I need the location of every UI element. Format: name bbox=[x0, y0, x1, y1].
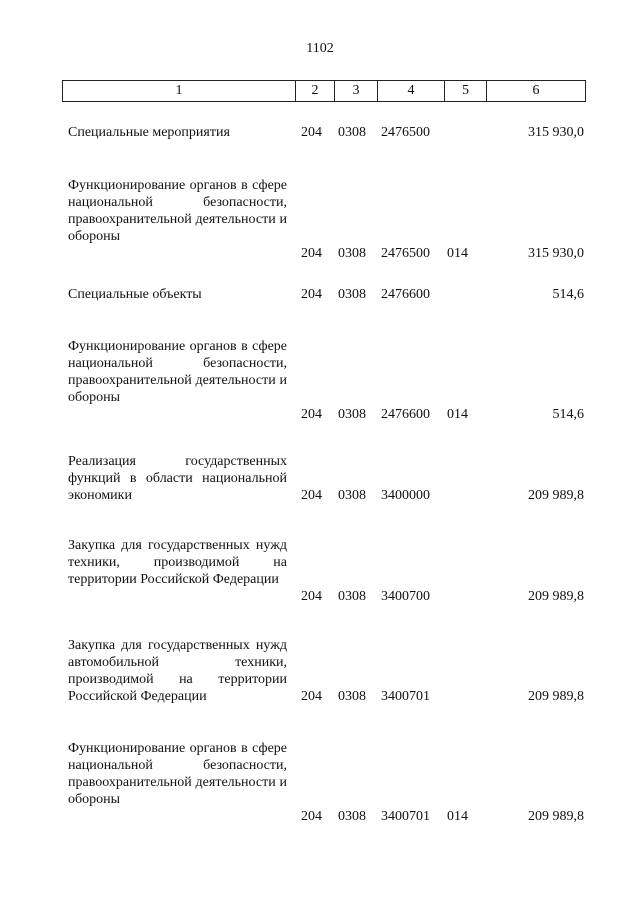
table-row bbox=[68, 124, 584, 141]
header-col-1: 1 bbox=[63, 81, 296, 101]
row-description: Специальные мероприятия bbox=[68, 125, 230, 140]
row-code-2: 204 bbox=[301, 246, 322, 261]
row-code-5: 014 bbox=[447, 407, 468, 422]
table-row bbox=[68, 537, 584, 609]
row-description: Функционирование органов в сфере национальной безопасности, правоохранительной деятельности и обороны bbox=[68, 741, 287, 807]
row-code-3: 0308 bbox=[338, 809, 366, 824]
row-description: Закупка для государственных нужд техники, производимой на территории Российской Федерации bbox=[68, 538, 287, 587]
row-description: Функционирование органов в сфере национальной безопасности, правоохранительной деятельности и обороны bbox=[68, 178, 287, 244]
table-header bbox=[62, 80, 586, 102]
row-code-3: 0308 bbox=[338, 125, 366, 140]
row-code-2: 204 bbox=[301, 809, 322, 824]
table-row bbox=[68, 637, 584, 709]
header-col-3: 3 bbox=[335, 81, 378, 101]
row-code-2: 204 bbox=[301, 589, 322, 604]
header-col-2: 2 bbox=[296, 81, 335, 101]
header-col-4: 4 bbox=[378, 81, 445, 101]
row-code-4: 3400701 bbox=[381, 689, 430, 704]
row-code-3: 0308 bbox=[338, 407, 366, 422]
row-code-4: 3400701 bbox=[381, 809, 430, 824]
row-code-2: 204 bbox=[301, 407, 322, 422]
row-amount: 315 930,0 bbox=[528, 246, 584, 261]
row-amount: 209 989,8 bbox=[528, 809, 584, 824]
page-number: 1102 bbox=[306, 41, 334, 56]
row-code-3: 0308 bbox=[338, 689, 366, 704]
row-amount: 209 989,8 bbox=[528, 689, 584, 704]
row-code-5: 014 bbox=[447, 246, 468, 261]
row-amount: 514,6 bbox=[552, 407, 584, 422]
row-amount: 209 989,8 bbox=[528, 589, 584, 604]
row-code-3: 0308 bbox=[338, 589, 366, 604]
row-description: Закупка для государственных нужд автомобильной техники, производимой на территории Российской Федерации bbox=[68, 638, 287, 704]
row-amount: 514,6 bbox=[552, 287, 584, 302]
row-description: Функционирование органов в сфере национальной безопасности, правоохранительной деятельности и обороны bbox=[68, 339, 287, 405]
header-col-6: 6 bbox=[532, 83, 540, 98]
row-code-4: 3400000 bbox=[381, 488, 430, 503]
row-description: Специальные объекты bbox=[68, 287, 202, 302]
row-code-2: 204 bbox=[301, 287, 322, 302]
row-code-4: 3400700 bbox=[381, 589, 430, 604]
row-code-2: 204 bbox=[301, 689, 322, 704]
table-row bbox=[68, 740, 584, 830]
row-code-4: 2476600 bbox=[381, 407, 430, 422]
row-code-3: 0308 bbox=[338, 246, 366, 261]
row-description: Реализация государственных функций в области национальной экономики bbox=[68, 454, 287, 503]
row-code-4: 2476500 bbox=[381, 125, 430, 140]
row-code-4: 2476500 bbox=[381, 246, 430, 261]
row-code-2: 204 bbox=[301, 125, 322, 140]
table-row bbox=[68, 338, 584, 428]
table-row bbox=[68, 177, 584, 267]
row-amount: 315 930,0 bbox=[528, 125, 584, 140]
table-row bbox=[68, 286, 584, 303]
row-code-3: 0308 bbox=[338, 488, 366, 503]
table-row bbox=[68, 453, 584, 508]
header-col-5: 5 bbox=[445, 81, 487, 101]
row-amount: 209 989,8 bbox=[528, 488, 584, 503]
row-code-3: 0308 bbox=[338, 287, 366, 302]
row-code-2: 204 bbox=[301, 488, 322, 503]
row-code-5: 014 bbox=[447, 809, 468, 824]
row-code-4: 2476600 bbox=[381, 287, 430, 302]
